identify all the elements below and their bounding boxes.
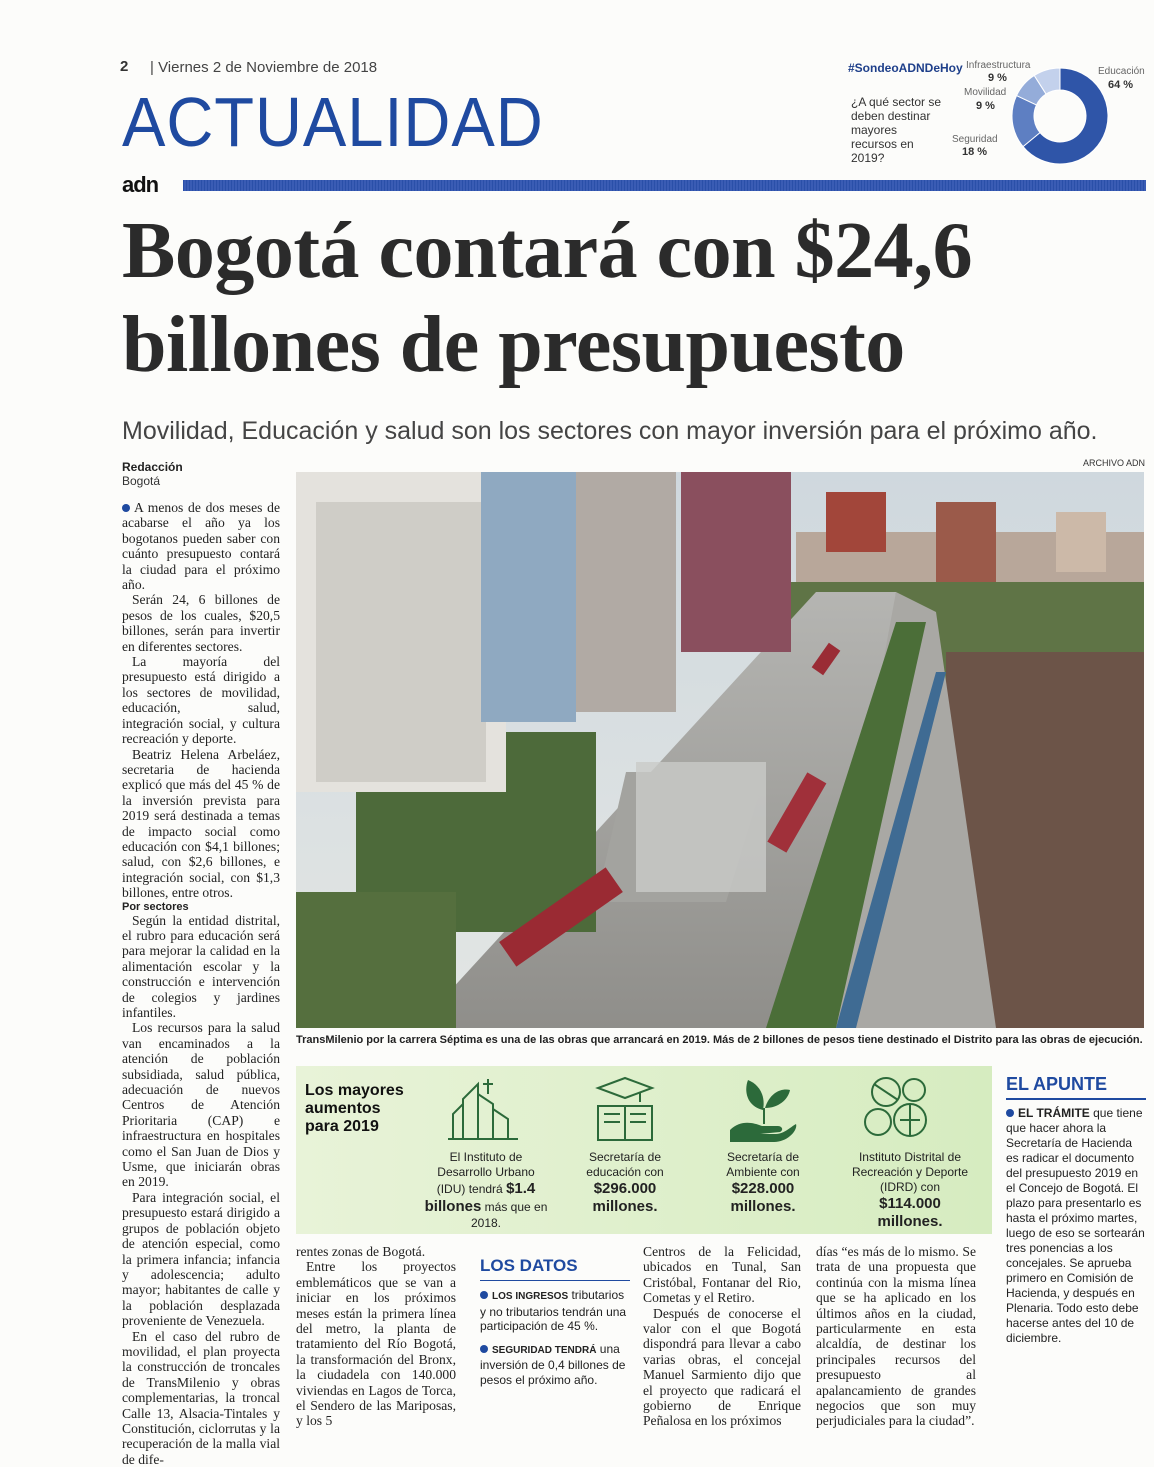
apunte-title: EL APUNTE: [1006, 1074, 1108, 1094]
subsection-title: Por sectores: [122, 900, 189, 913]
headline: [122, 204, 1152, 392]
article-column-1: [122, 500, 280, 1467]
datos-title: LOS DATOS: [480, 1256, 578, 1275]
datos-item: SEGURIDAD TENDRÁ una inversión de 0,4 billones de pesos el próximo año.: [480, 1341, 626, 1387]
increase-educacion: Secretaría de educación con $296.000 millones.: [586, 1150, 664, 1215]
plant-hand-icon: [726, 1070, 800, 1144]
poll-hashtag: #SondeoADNDeHoy: [848, 61, 963, 75]
headline-line-1: Bogotá contará con $24,6: [122, 207, 973, 295]
paragraph: Los recursos para la salud van encaminados a la atención de población subsidiada, salud pública, adecuación de nuevos Centros de Atención Prioritaria (CAP) e infraestructura en hospitales como el San Juan de Dios y Usme, que iniciarán obras en 2019.: [122, 1020, 280, 1190]
paragraph: La mayoría del presupuesto está dirigido a los sectores de movilidad, educación, salud, integración social, y cultura recreación y deporte.: [122, 654, 280, 747]
paragraph: En el caso del rubro de movilidad, el plan proyecta la construcción de troncales de TransMilenio y obras complementarias, la troncal Calle 13, Alsacia-Tintales y Constitución, ciclorrutas y la recuperación de la malla vial de dife-: [122, 1328, 280, 1467]
datos-list: [480, 1288, 630, 1387]
byline-name: Redacción: [122, 460, 183, 474]
paragraph: días “es más de lo mismo. Se trata de una propuesta que continúa con la misma línea que se ha aplicado en los últimos años en la ciudad, particularmente en esta alcaldía, de destinar los principales recursos del presupuesto al apalancamiento de grandes negocios que son muy perjudiciales para la ciudad”.: [816, 1244, 976, 1429]
byline-city: Bogotá: [122, 474, 161, 488]
paragraph: Beatriz Helena Arbeláez, secretaria de hacienda explicó que más del 45 % de la inversión prevista para 2019 será destinada a temas de impacto social como educación con $4,1 billones; salud, con $2,6 billones, e integración social, con $1,3 billones, entre otros.: [122, 746, 280, 901]
paragraph: Centros de la Felicidad, ubicados en Tunal, San Cristóbal, Fontanar del Rio, Cometas y el Retiro.: [643, 1244, 801, 1306]
poll-label-seguridad: Seguridad: [952, 134, 998, 145]
paragraph: Serán 24, 6 billones de pesos de los cuales, $20,5 billones, serán para invertir en diferentes sectores.: [122, 592, 280, 654]
bullet-icon: [480, 1345, 488, 1353]
bullet-icon: [1006, 1109, 1014, 1117]
article-column-4: [816, 1244, 976, 1429]
apunte-rule: [1006, 1098, 1146, 1100]
datos-item: LOS INGRESOS tributarios y no tributarios tendrán una participación de 45 %.: [480, 1288, 627, 1333]
page-number: 2: [120, 58, 129, 75]
paragraph: Según la entidad distrital, el rubro para educación será para mejorar la calidad en la alimentación escolar y la construcción e intervención de colegios y jardines infantiles.: [122, 912, 280, 1020]
poll-label-infraestructura: Infraestructura: [966, 60, 1031, 71]
poll-pct-movilidad: 9 %: [976, 100, 995, 112]
paragraph: Para integración social, el presupuesto estará dirigido a grupos de población objeto de atención especial, como la primera infancia; infancia y adolescencia; adulto mayor; habitantes de calle y la población desplazada proveniente de Venezuela.: [122, 1189, 280, 1329]
paragraph: Después de conocerse el valor con el que Bogotá dispondrá para llevar a cabo varias obras, el concejal Manuel Sarmiento dijo que el proyecto que radicará el gobierno de Enrique Peñalosa en los próximos: [643, 1305, 801, 1429]
subheadline: Movilidad, Educación y salud son los sectores con mayor inversión para el próximo año.: [122, 417, 1098, 445]
poll-pct-seguridad: 18 %: [962, 146, 988, 158]
apunte-text: EL TRÁMITE que tiene que hacer ahora la Secretaría de Hacienda es radicar el documento del presupuesto 2019 en el Concejo de Bogotá. El plazo para presentarlo es hasta el próximo martes, luego de eso se sortearán tres ponencias a los concejales. Se aprueba primero en Comisión de Hacienda, y después en Plenaria. Todo esto debe hacerse antes del 10 de diciembre.: [1006, 1106, 1145, 1345]
photo-credit: ARCHIVO ADN: [1082, 458, 1145, 468]
brand-logo: adn: [122, 172, 162, 198]
issue-date: | Viernes 2 de Noviembre de 2018: [150, 59, 378, 76]
article-column-2: [296, 1244, 456, 1429]
paragraph: rentes zonas de Bogotá.: [296, 1244, 426, 1259]
increase-idu: El Instituto de Desarrollo Urbano (IDU) tendrá $1.4 billones más que en 2018.: [424, 1150, 548, 1230]
bullet-icon: [480, 1291, 488, 1299]
increase-idrd: Instituto Distrital de Recreación y Deporte (IDRD) con $114.000 millones.: [851, 1150, 969, 1230]
sports-balls-icon: [862, 1074, 936, 1144]
poll-pct-infraestructura: 9 %: [988, 72, 1007, 84]
poll-question: ¿A qué sector se deben destinar mayores recursos en 2019?: [851, 95, 942, 165]
poll-pct-educacion: 64 %: [1108, 79, 1134, 91]
section-rule: [183, 180, 1146, 191]
bullet-icon: [122, 504, 130, 512]
headline-line-2: billones de presupuesto: [122, 301, 905, 389]
increase-ambiente: Secretaría de Ambiente con $228.000 millones.: [726, 1150, 800, 1215]
section-title: ACTUALIDAD: [122, 83, 544, 161]
article-column-3: [643, 1244, 801, 1429]
datos-rule: [480, 1280, 630, 1281]
graduation-book-icon: [590, 1074, 660, 1144]
poll-label-movilidad: Movilidad: [964, 87, 1007, 98]
building-chart-icon: [448, 1074, 518, 1144]
increases-title: Los mayores aumentos para 2019: [305, 1082, 404, 1135]
paragraph: A menos de dos meses de acabarse el año ya los bogotanos pueden saber con cuánto presupuesto contará la ciudad para el próximo año.: [122, 500, 280, 593]
paragraph: Entre los proyectos emblemáticos que se van a iniciar en los próximos meses están la primera línea del metro, la planta de tratamiento del Río Bogotá, la transformación del Bronx, la ciudadela con 140.000 viviendas en Lagos de Torca, el Sendero de las Mariposas, y los 5: [296, 1259, 456, 1429]
poll-donut-chart: [1010, 66, 1110, 166]
photo-caption: TransMilenio por la carrera Séptima es una de las obras que arrancará en 2019. Más de 2 billones de pesos tiene destinado el Distrito para las obras de ejecución.: [296, 1034, 1143, 1046]
poll-label-educacion: Educación: [1098, 66, 1145, 77]
transmilenio-photo: [296, 472, 1144, 1028]
